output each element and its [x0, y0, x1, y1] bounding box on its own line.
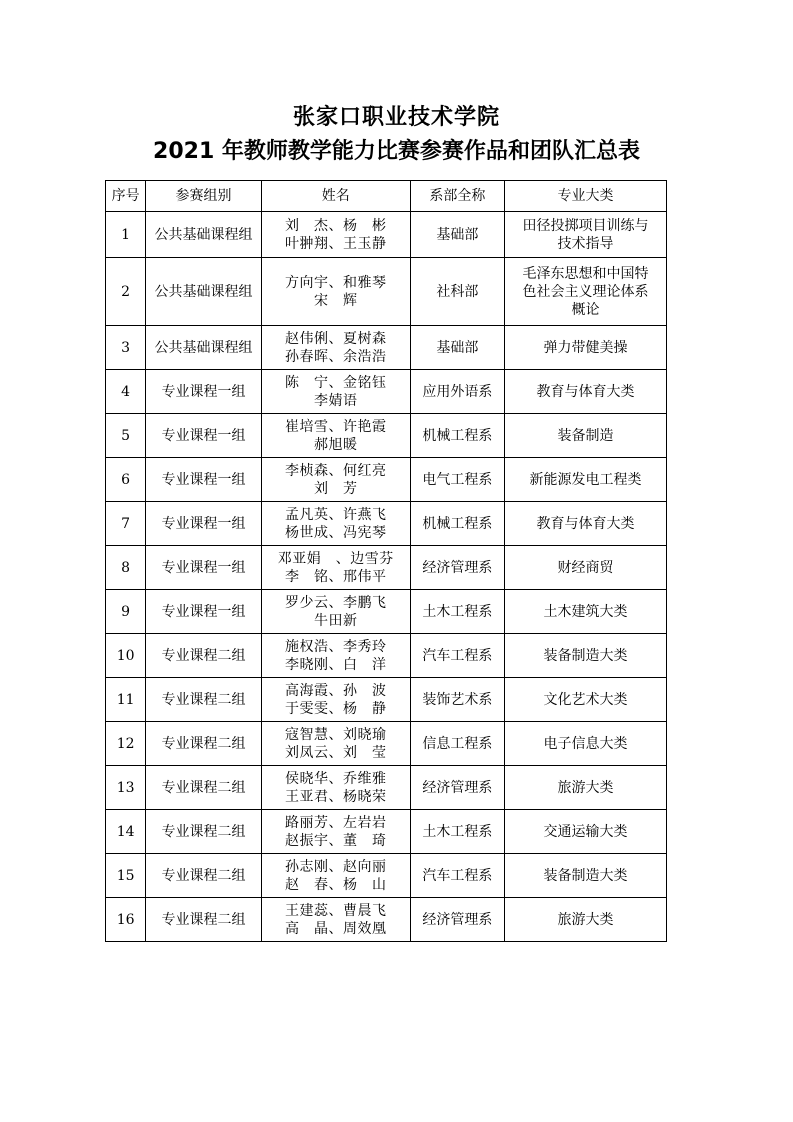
category-line: 旅游大类: [557, 779, 614, 796]
member-names-line: 叶翀翔、王玉静: [284, 235, 387, 252]
category-line: 电子信息大类: [543, 735, 628, 752]
row-number: 7: [106, 502, 146, 546]
row-group: 公共基础课程组: [146, 326, 262, 370]
member-names-line: 王亚君、杨晓荣: [284, 788, 387, 805]
row-names: [261, 766, 410, 810]
row-group: 专业课程一组: [146, 590, 262, 634]
table-row: [106, 898, 667, 942]
member-names-line: 孙志刚、赵向丽: [284, 858, 387, 875]
category-line: 色社会主义理论体系: [522, 283, 649, 300]
row-number: 10: [106, 634, 146, 678]
table-row: [106, 212, 667, 258]
row-names: [261, 258, 410, 326]
row-names: [261, 414, 410, 458]
table-row: [106, 258, 667, 326]
row-group: 专业课程一组: [146, 502, 262, 546]
member-names-line: 高 晶、周效凰: [284, 920, 387, 937]
row-category: [505, 898, 667, 942]
column-header-names: 姓名: [261, 181, 410, 212]
row-department: 经济管理系: [410, 898, 505, 942]
row-category: [505, 212, 667, 258]
table-body: [106, 212, 667, 942]
row-names: [261, 854, 410, 898]
row-group: 专业课程二组: [146, 766, 262, 810]
table-row: [106, 766, 667, 810]
table-row: [106, 634, 667, 678]
row-category: [505, 590, 667, 634]
document-title: 张家口职业技术学院: [292, 105, 500, 130]
table-row: [106, 810, 667, 854]
row-names: [261, 590, 410, 634]
member-names-line: 宋 辉: [313, 292, 358, 309]
row-department: 经济管理系: [410, 766, 505, 810]
member-names-line: 刘 芳: [313, 480, 358, 497]
member-names-line: 于雯雯、杨 静: [284, 700, 387, 717]
table-row: [106, 370, 667, 414]
row-number: 11: [106, 678, 146, 722]
member-names-line: 崔培雪、许艳霞: [284, 418, 387, 435]
row-names: [261, 722, 410, 766]
row-names: [261, 458, 410, 502]
summary-table: [105, 180, 667, 942]
row-group: 专业课程一组: [146, 370, 262, 414]
row-number: 14: [106, 810, 146, 854]
row-department: 土木工程系: [410, 590, 505, 634]
member-names-line: 杨世成、冯宪琴: [284, 524, 387, 541]
category-line: 新能源发电工程类: [529, 471, 642, 488]
row-names: [261, 546, 410, 590]
row-department: 电气工程系: [410, 458, 505, 502]
row-names: [261, 678, 410, 722]
member-names-line: 郝旭暖: [313, 436, 358, 453]
category-line: 交通运输大类: [543, 823, 628, 840]
table-row: [106, 326, 667, 370]
row-category: [505, 766, 667, 810]
member-names-line: 陈 宁、金铭钰: [284, 374, 387, 391]
member-names-line: 李晓刚、白 洋: [284, 656, 387, 673]
member-names-line: 路丽芳、左岩岩: [284, 814, 387, 831]
row-names: [261, 502, 410, 546]
table-row: [106, 678, 667, 722]
row-names: [261, 212, 410, 258]
member-names-line: 王建蕊、曹晨飞: [284, 902, 387, 919]
column-header-number: 序号: [106, 181, 146, 212]
row-group: 专业课程一组: [146, 546, 262, 590]
category-line: 旅游大类: [557, 911, 614, 928]
member-names-line: 牛田新: [313, 612, 358, 629]
table-header-row: [106, 181, 667, 212]
member-names-line: 李桢森、何红亮: [284, 462, 387, 479]
row-category: [505, 258, 667, 326]
category-line: 文化艺术大类: [543, 691, 628, 708]
row-department: 基础部: [410, 326, 505, 370]
table-row: [106, 414, 667, 458]
table-row: [106, 458, 667, 502]
column-header-department: 系部全称: [410, 181, 505, 212]
member-names-line: 孙春晖、余浩浩: [284, 348, 387, 365]
member-names-line: 刘 杰、杨 彬: [284, 217, 387, 234]
row-category: [505, 634, 667, 678]
row-category: [505, 810, 667, 854]
row-number: 6: [106, 458, 146, 502]
row-group: 专业课程二组: [146, 634, 262, 678]
row-number: 3: [106, 326, 146, 370]
row-category: [505, 414, 667, 458]
row-number: 5: [106, 414, 146, 458]
row-names: [261, 326, 410, 370]
row-department: 社科部: [410, 258, 505, 326]
row-group: 专业课程一组: [146, 414, 262, 458]
table-row: [106, 854, 667, 898]
category-line: 装备制造: [557, 427, 614, 444]
row-department: 机械工程系: [410, 414, 505, 458]
row-category: [505, 458, 667, 502]
table-row: [106, 722, 667, 766]
table-row: [106, 546, 667, 590]
table-row: [106, 590, 667, 634]
row-number: 13: [106, 766, 146, 810]
category-line: 概论: [571, 301, 600, 318]
row-names: [261, 810, 410, 854]
row-number: 9: [106, 590, 146, 634]
member-names-line: 孟凡英、许燕飞: [284, 506, 387, 523]
column-header-group: 参赛组别: [146, 181, 262, 212]
row-number: 2: [106, 258, 146, 326]
category-line: 毛泽东思想和中国特: [522, 265, 649, 282]
row-category: [505, 326, 667, 370]
row-department: 基础部: [410, 212, 505, 258]
member-names-line: 寇智慧、刘晓瑜: [284, 726, 387, 743]
category-line: 教育与体育大类: [536, 515, 635, 532]
row-department: 汽车工程系: [410, 634, 505, 678]
row-group: 公共基础课程组: [146, 258, 262, 326]
member-names-line: 邓亚娟 、边雪芬: [277, 550, 394, 567]
row-department: 信息工程系: [410, 722, 505, 766]
row-names: [261, 634, 410, 678]
category-line: 财经商贸: [557, 559, 614, 576]
row-names: [261, 898, 410, 942]
category-line: 土木建筑大类: [543, 603, 628, 620]
category-line: 弹力带健美操: [543, 339, 628, 356]
row-number: 16: [106, 898, 146, 942]
column-header-category: 专业大类: [505, 181, 667, 212]
row-category: [505, 854, 667, 898]
row-department: 机械工程系: [410, 502, 505, 546]
row-number: 15: [106, 854, 146, 898]
row-group: 专业课程二组: [146, 722, 262, 766]
row-category: [505, 370, 667, 414]
row-department: 装饰艺术系: [410, 678, 505, 722]
row-group: 专业课程二组: [146, 898, 262, 942]
row-group: 专业课程二组: [146, 678, 262, 722]
member-names-line: 方向宇、和雅琴: [284, 274, 387, 291]
row-category: [505, 546, 667, 590]
row-number: 1: [106, 212, 146, 258]
row-department: 经济管理系: [410, 546, 505, 590]
member-names-line: 李 铭、邢伟平: [284, 568, 387, 585]
row-number: 8: [106, 546, 146, 590]
row-department: 汽车工程系: [410, 854, 505, 898]
row-group: 公共基础课程组: [146, 212, 262, 258]
category-line: 田径投掷项目训练与: [522, 217, 649, 234]
table-row: [106, 502, 667, 546]
row-category: [505, 722, 667, 766]
member-names-line: 赵 春、杨 山: [284, 876, 387, 893]
category-line: 装备制造大类: [543, 867, 628, 884]
row-category: [505, 502, 667, 546]
category-line: 装备制造大类: [543, 647, 628, 664]
member-names-line: 施权浩、李秀玲: [284, 638, 387, 655]
member-names-line: 赵伟俐、夏树森: [284, 330, 387, 347]
row-department: 应用外语系: [410, 370, 505, 414]
row-number: 12: [106, 722, 146, 766]
category-line: 教育与体育大类: [536, 383, 635, 400]
row-number: 4: [106, 370, 146, 414]
member-names-line: 高海霞、孙 波: [284, 682, 387, 699]
row-department: 土木工程系: [410, 810, 505, 854]
member-names-line: 罗少云、李鹏飞: [284, 594, 387, 611]
row-names: [261, 370, 410, 414]
member-names-line: 侯晓华、乔维雅: [284, 770, 387, 787]
member-names-line: 赵振宇、董 琦: [284, 832, 387, 849]
row-group: 专业课程二组: [146, 854, 262, 898]
document-subtitle: 2021 年教师教学能力比赛参赛作品和团队汇总表: [153, 139, 640, 164]
row-group: 专业课程二组: [146, 810, 262, 854]
member-names-line: 李婧语: [313, 392, 358, 409]
category-line: 技术指导: [557, 235, 614, 252]
row-category: [505, 678, 667, 722]
member-names-line: 刘凤云、刘 莹: [284, 744, 387, 761]
row-group: 专业课程一组: [146, 458, 262, 502]
